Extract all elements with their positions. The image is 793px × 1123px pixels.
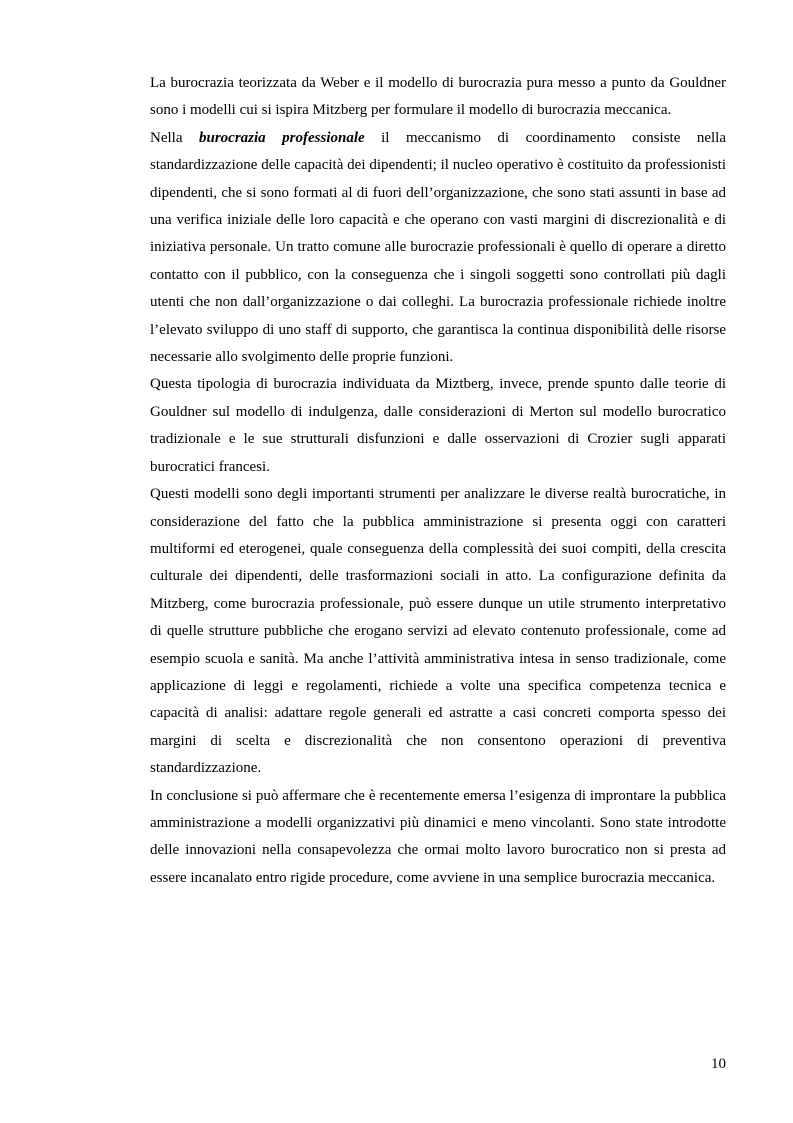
paragraph-models: Questi modelli sono degli importanti strumenti per analizzare le diverse realtà burocratiche, in considerazione del fatto che la pubblica amministrazione si presenta oggi con caratteri multiformi ed eterogenei, quale conseguenza della complessità dei suoi compiti, della crescita culturale dei dipendenti, delle trasformazioni sociali in atto. La configurazione definita da Mitzberg, come burocrazia professionale, può essere dunque un utile strumento interpretativo di quelle strutture pubbliche che erogano servizi ad elevato contenuto professionale, come ad esempio scuola e sanità. Ma anche l’attività amministrativa intesa in senso tradizionale, come applicazione di leggi e regolamenti, richiede a volte una specifica competenza tecnica e capacità di analisi: adattare regole generali ed astratte a casi concreti comporta spesso dei margini di scelta e discrezionalità che non consentono operazioni di preventiva standardizzazione. <box>150 486 726 777</box>
page-number: 10 <box>711 1056 726 1072</box>
document-body <box>150 70 726 892</box>
paragraph-conclusion: In conclusione si può affermare che è recentemente emersa l’esigenza di improntare la pubblica amministrazione a modelli organizzativi più dinamici e meno vincolanti. Sono state introdotte delle innovazioni nella consapevolezza che ormai molto lavoro burocratico non si presta ad essere incanalato entro rigide procedure, come avviene in una semplice burocrazia meccanica. <box>150 787 726 886</box>
emphasized-term: burocrazia professionale <box>198 129 365 146</box>
paragraph-typology: Questa tipologia di burocrazia individuata da Miztberg, invece, prende spunto dalle teorie di Gouldner sul modello di indulgenza, dalle considerazioni di Merton sul modello burocratico tradizionale e le sue strutturali disfunzioni e dalle osservazioni di Crozier sugli apparati burocratici francesi. <box>150 376 726 475</box>
paragraph-rest: il meccanismo di coordinamento consiste nella standardizzazione delle capacità dei dipendenti; il nucleo operativo è costituito da professionisti dipendenti, che si sono formati al di fuori dell’organizzazione, che sono stati assunti in base ad una verifica iniziale delle loro capacità e che operano con vasti margini di discrezionalità e di iniziativa personale. Un tratto comune alle burocrazie professionali è quello di operare a diretto contatto con il pubblico, con la conseguenza che i singoli soggetti sono controllati più dagli utenti che non dall’organizzazione o dai colleghi. La burocrazia professionale richiede inoltre l’elevato sviluppo di uno staff di supporto, che garantisca la continua disponibilità delle risorse necessarie allo svolgimento delle proprie funzioni. <box>150 129 727 366</box>
paragraph-lead: Nella <box>150 129 199 146</box>
paragraph-professional-bureaucracy <box>150 125 726 372</box>
paragraph-weber-gouldner: La burocrazia teorizzata da Weber e il modello di burocrazia pura messo a punto da Gouldner sono i modelli cui si ispira Mitzberg per formulare il modello di burocrazia meccanica. <box>150 75 726 119</box>
